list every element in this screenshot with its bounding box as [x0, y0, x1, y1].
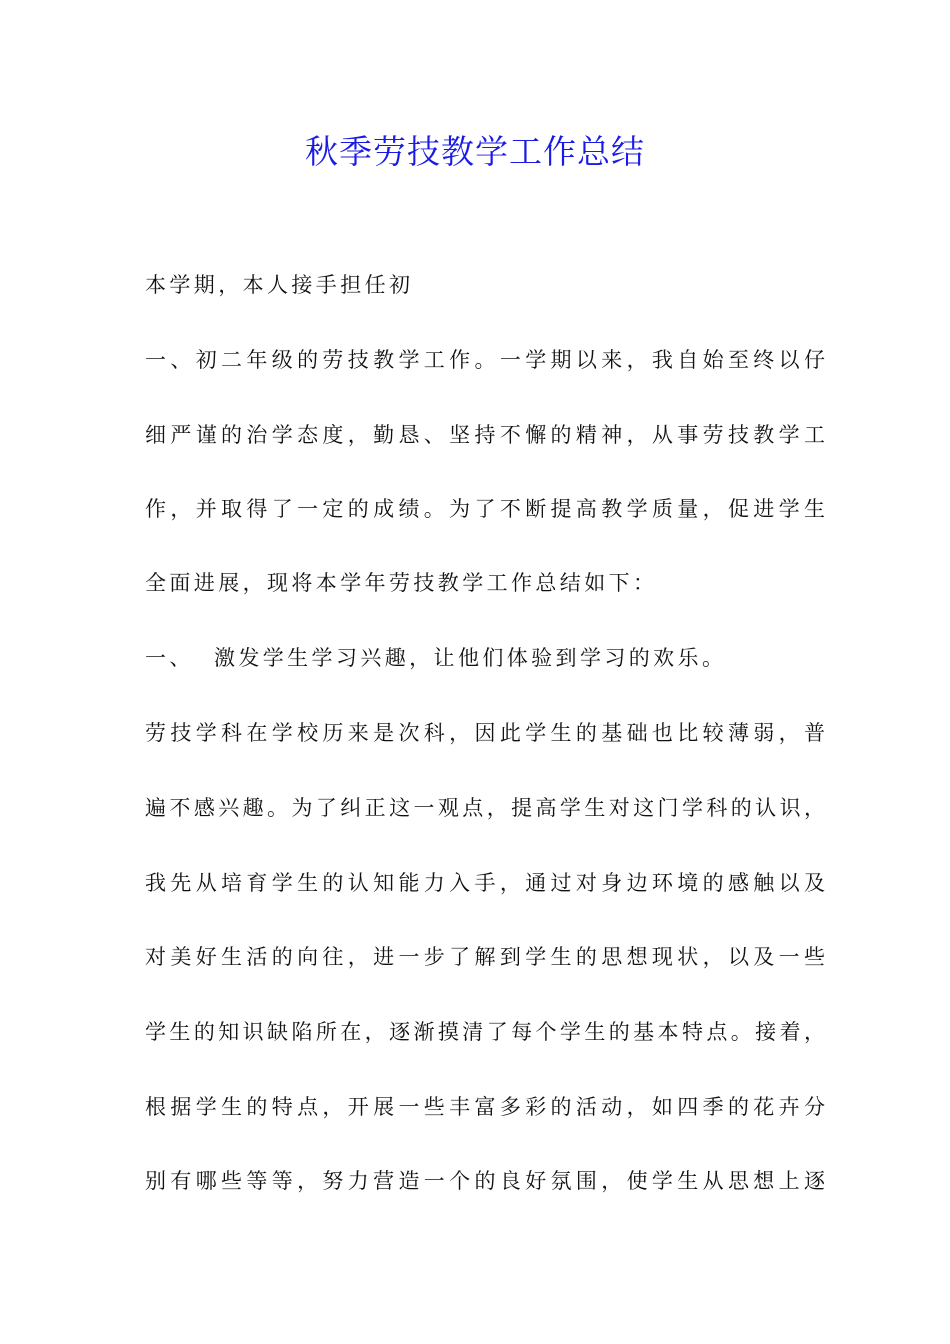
paragraph-line: 遍不感兴趣。为了纠正这一观点，提高学生对这门学科的认识，	[145, 796, 825, 820]
document-title: 秋季劳技教学工作总结	[305, 132, 645, 171]
paragraph-line: 一、初二年级的劳技教学工作。一学期以来，我自始至终以仔	[145, 348, 825, 372]
paragraph-line: 细严谨的治学态度，勤恳、坚持不懈的精神，从事劳技教学工	[145, 423, 825, 447]
paragraph-line: 全面进展，现将本学年劳技教学工作总结如下：	[145, 571, 658, 595]
paragraph-line: 本学期，本人接手担任初	[145, 273, 414, 297]
paragraph-line: 对美好生活的向往，进一步了解到学生的思想现状，以及一些	[145, 945, 825, 969]
paragraph-line: 劳技学科在学校历来是次科，因此学生的基础也比较薄弱，普	[145, 721, 825, 745]
section-heading: 一、 激发学生学习兴趣，让他们体验到学习的欢乐。	[145, 646, 727, 670]
paragraph-line: 我先从培育学生的认知能力入手，通过对身边环境的感触以及	[145, 871, 825, 895]
paragraph-line: 学生的知识缺陷所在，逐渐摸清了每个学生的基本特点。接着，	[145, 1020, 825, 1044]
paragraph-line: 根据学生的特点，开展一些丰富多彩的活动，如四季的花卉分	[145, 1095, 825, 1119]
paragraph-line: 作，并取得了一定的成绩。为了不断提高教学质量，促进学生	[145, 497, 825, 521]
paragraph-line: 别有哪些等等，努力营造一个的良好氛围，使学生从思想上逐	[145, 1169, 825, 1193]
